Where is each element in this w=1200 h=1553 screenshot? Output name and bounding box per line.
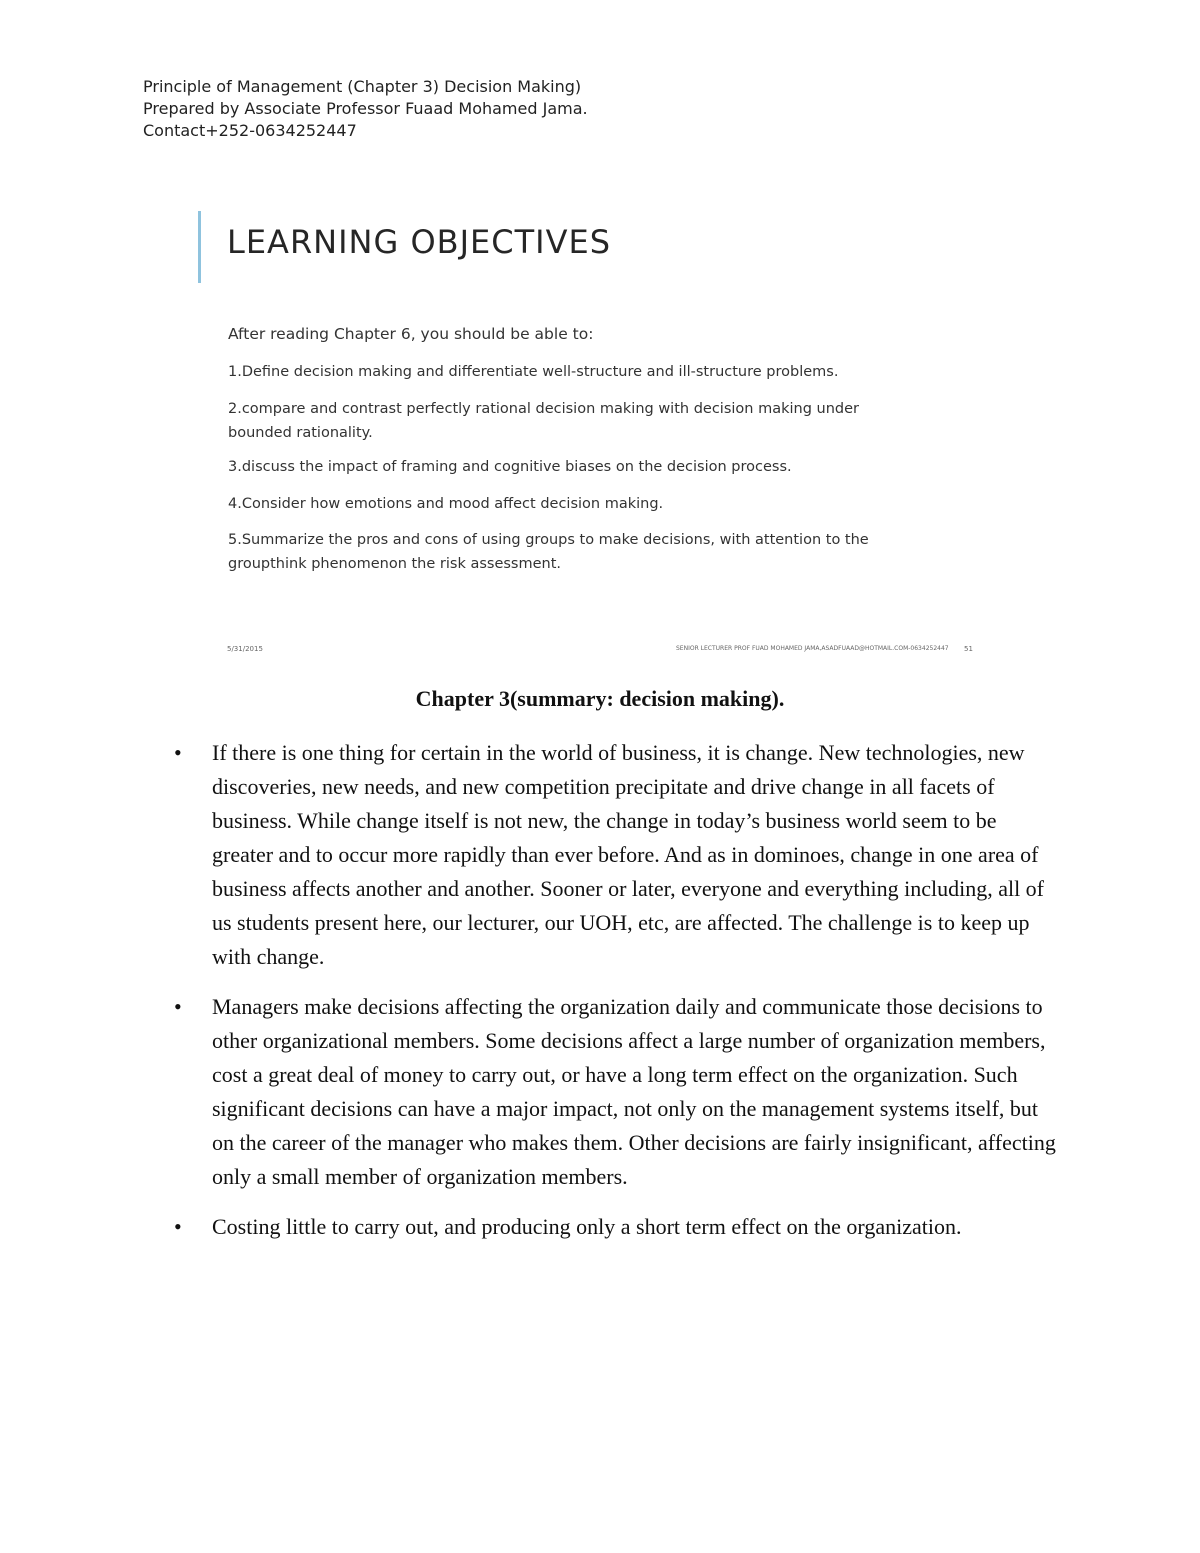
slide-title: LEARNING OBJECTIVES: [227, 223, 611, 261]
header-contact-line: Contact+252-0634252447: [143, 121, 357, 140]
document-header: [143, 76, 1043, 142]
header-course-line: Principle of Management (Chapter 3) Decision Making): [143, 77, 582, 96]
summary-item: [170, 1210, 1060, 1244]
summary-item-text: If there is one thing for certain in the world of business, it is change. New technologies, new discoveries, new needs, and new competition precipitate and drive change in all facets of business. While change itself is not new, the change in today’s business world seem to be greater and to occur more rapidly than ever before. And as in dominoes, change in one area of business affects another and another. Sooner or later, everyone and everything including, all of us students present here, our lecturer, our UOH, etc, are affected. The challenge is to keep up with change.: [212, 740, 1045, 969]
slide-objective-2: 2.compare and contrast perfectly rational decision making with decision making under bounded rationality.: [228, 401, 859, 441]
header-author-line: Prepared by Associate Professor Fuaad Mohamed Jama.: [143, 99, 588, 118]
summary-item: [170, 990, 1060, 1194]
summary-item: [170, 736, 1060, 974]
slide-footer-text: SENIOR LECTURER PROF FUAD MOHAMED JAMA,ASADFUAAD@HOTMAIL.COM-0634252447: [676, 645, 949, 652]
bullet-icon: •: [174, 740, 182, 765]
slide-footer-page: 51: [964, 645, 973, 653]
slide-objective-3: 3.discuss the impact of framing and cognitive biases on the decision process.: [228, 459, 792, 475]
summary-item-text: Managers make decisions affecting the organization daily and communicate those decisions to other organizational members. Some decisions affect a large number of organization members, cost a great deal of money to carry out, or have a long term effect on the organization. Such significant decisions can have a major impact, not only on the management systems itself, but on the career of the manager who makes them. Other decisions are fairly insignificant, affecting only a small member of organization members.: [212, 994, 1056, 1189]
summary-list: [170, 736, 1060, 1260]
slide-objective-5: 5.Summarize the pros and cons of using groups to make decisions, with attention to the groupthink phenomenon the risk assessment.: [228, 532, 869, 572]
slide-accent-bar: [198, 211, 201, 283]
slide-footer-date: 5/31/2015: [227, 645, 263, 653]
chapter-title: Chapter 3(summary: decision making).: [415, 686, 785, 711]
slide-objective-4: 4.Consider how emotions and mood affect decision making.: [228, 496, 664, 512]
summary-item-text: Costing little to carry out, and producing only a short term effect on the organization.: [212, 1214, 962, 1239]
bullet-icon: •: [174, 1214, 182, 1239]
slide-image: [190, 205, 990, 665]
slide-objective-1: 1.Define decision making and differentiate well-structure and ill-structure problems.: [228, 364, 839, 380]
slide-intro: After reading Chapter 6, you should be able to:: [228, 325, 594, 343]
bullet-icon: •: [174, 994, 182, 1019]
